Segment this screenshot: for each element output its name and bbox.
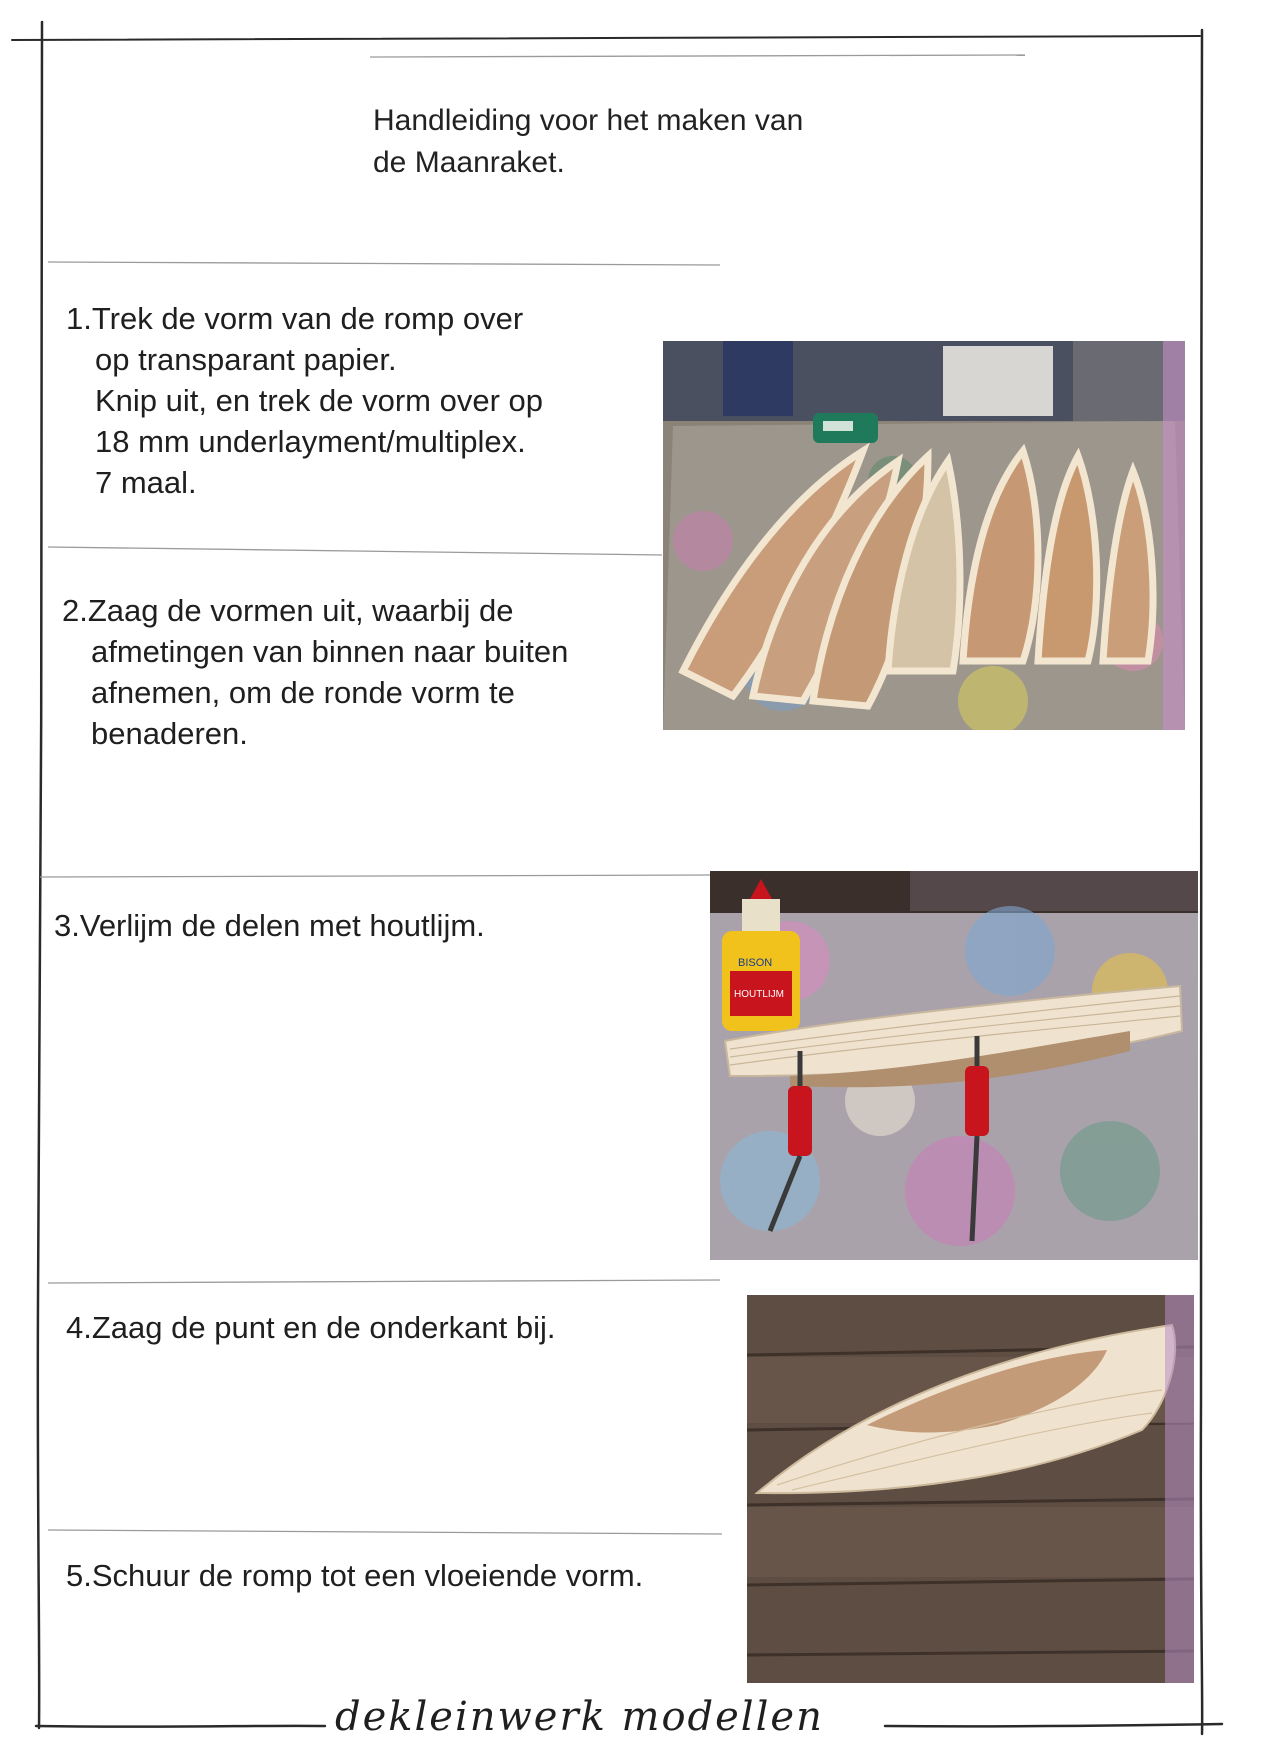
- title-line-2: de Maanraket.: [373, 146, 565, 179]
- step-1-line-1: 1.Trek de vorm van de romp over: [66, 301, 524, 336]
- step-2: [62, 590, 568, 754]
- step-1-line-5: 7 maal.: [95, 465, 197, 500]
- photo-cut-shapes: [663, 341, 1185, 730]
- step-3: [54, 905, 485, 946]
- step-3-line-1: 3.Verlijm de delen met houtlijm.: [54, 908, 485, 943]
- step-1-line-2: op transparant papier.: [95, 342, 397, 377]
- page-title: [373, 100, 933, 184]
- photo-shaped-hull: [747, 1295, 1194, 1683]
- title-line-1: Handleiding voor het maken van: [373, 104, 804, 137]
- signature-text: dekleinwerk modellen: [335, 1694, 824, 1740]
- step-5: [66, 1555, 643, 1596]
- step-2-line-1: 2.Zaag de vormen uit, waarbij de: [62, 593, 514, 628]
- step-2-line-2: afmetingen van binnen naar buiten: [91, 634, 569, 669]
- glue-brand: BISON: [738, 957, 773, 969]
- step-1-line-3: Knip uit, en trek de vorm over op: [95, 383, 544, 418]
- glue-label: HOUTLIJM: [734, 989, 784, 1000]
- step-1-line-4: 18 mm underlayment/multiplex.: [95, 424, 526, 459]
- step-5-line-1: 5.Schuur de romp tot een vloeiende vorm.: [66, 1558, 644, 1593]
- photo-glued-hull: [710, 871, 1198, 1260]
- signature: [325, 1688, 885, 1748]
- step-4-line-1: 4.Zaag de punt en de onderkant bij.: [66, 1310, 556, 1345]
- step-2-line-3: afnemen, om de ronde vorm te: [91, 675, 515, 710]
- step-1: [66, 298, 543, 503]
- step-2-line-4: benaderen.: [91, 716, 248, 751]
- step-4: [66, 1307, 555, 1348]
